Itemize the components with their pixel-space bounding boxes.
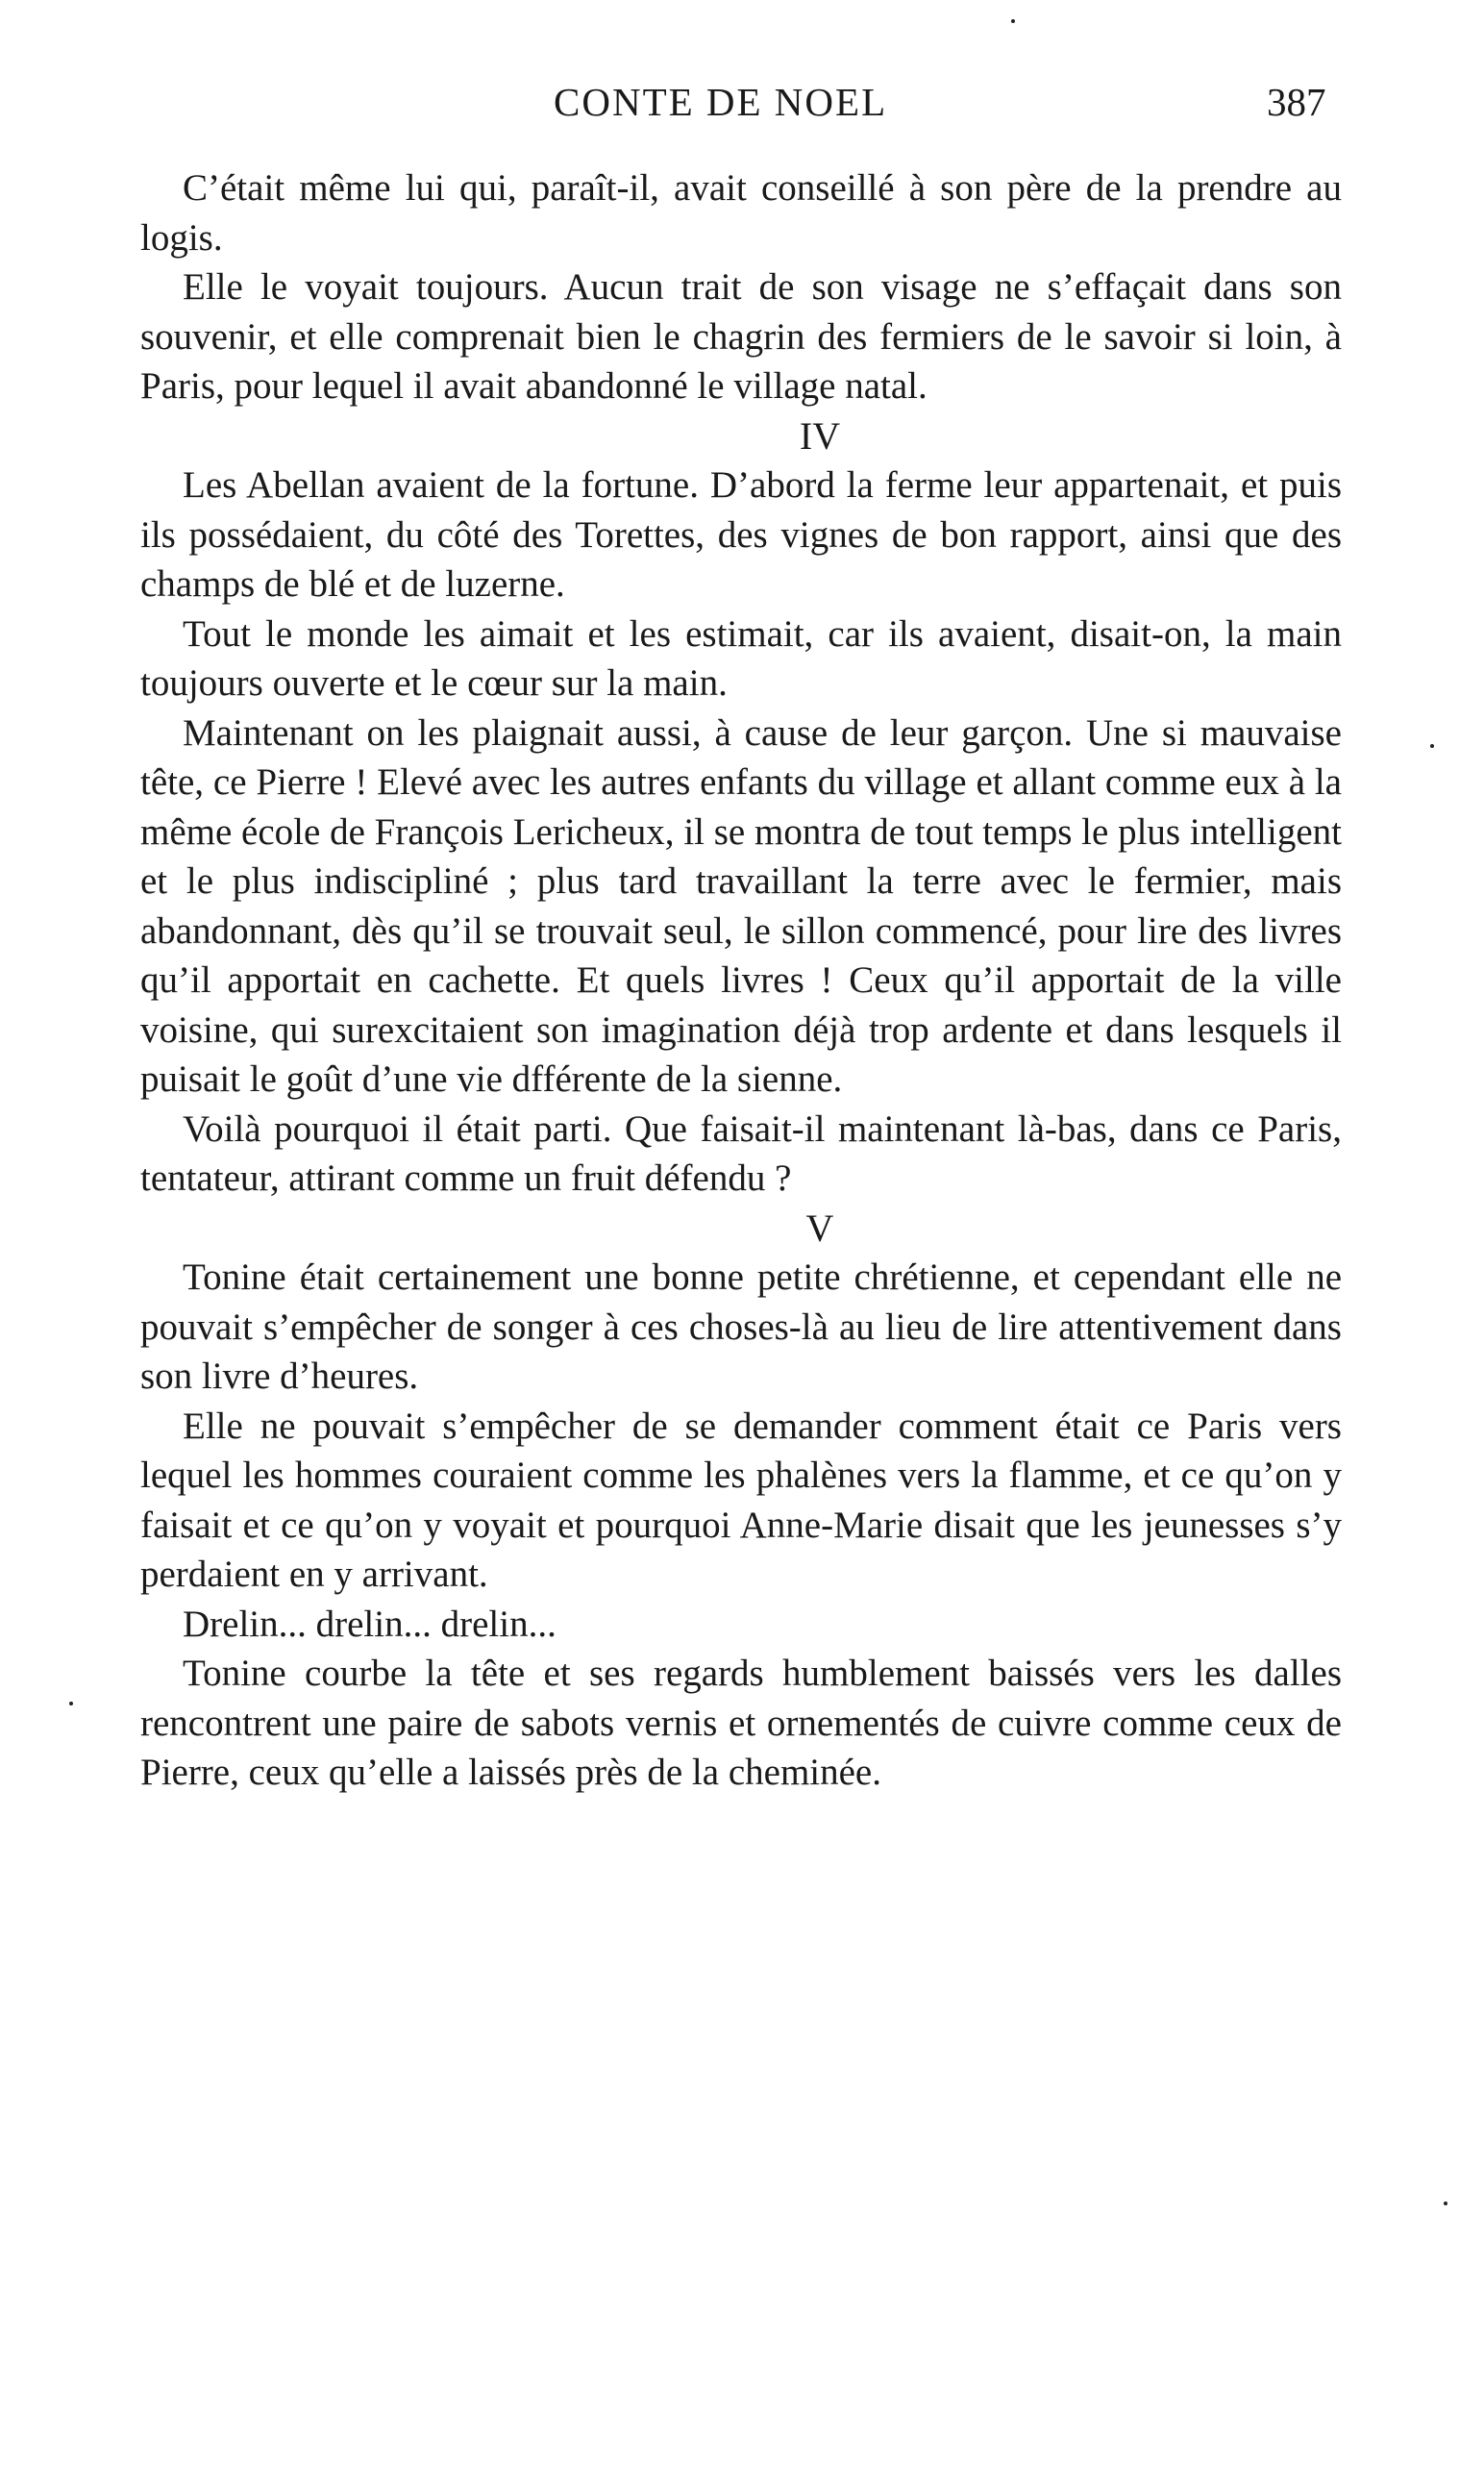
paragraph: Les Abellan avaient de la fortune. D’abord la ferme leur appartenait, et puis ils possédaient, du côté des Torettes, des vignes de bon rapport, ainsi que des champs de blé et de luzerne. (140, 464, 1342, 605)
section-heading-iv: IV (799, 413, 841, 458)
page-number: 387 (1267, 80, 1326, 124)
paragraph: Drelin... drelin... drelin... (183, 1603, 556, 1645)
paper-speck (69, 1702, 73, 1705)
paragraph: C’était même lui qui, paraît-il, avait conseillé à son père de la prendre au logis. (140, 167, 1342, 259)
paragraph: Elle ne pouvait s’empêcher de se demander comment était ce Paris vers lequel les hommes couraient comme les phalènes vers la flamme, et ce qu’on y faisait et ce qu’on y voyait et pourquoi Anne-Marie disait que les jeunesses s’y perdaient en y arrivant. (140, 1405, 1342, 1595)
paragraph: Maintenant on les plaignait aussi, à cause de leur garçon. Une si mauvaise tête, ce Pierre ! Elevé avec les autres enfants du village et allant comme eux à la même école de François Lericheux, il se montra de tout temps le plus intelligent et le plus indiscipliné ; plus tard travaillant la terre avec le fermier, mais abandonnant, dès qu’il se trouvait seul, le sillon commencé, pour lire des livres qu’il apportait en cachette. Et quels livres ! Ceux qu’il apportait de la ville voisine, qui surexcitaient son imagination déjà trop ardente et dans lesquels il puisait le goût d’une vie dfférente de la sienne. (140, 711, 1342, 1100)
paragraph: Voilà pourquoi il était parti. Que faisait-il maintenant là-bas, dans ce Paris, tentateur, attirant comme un fruit défendu ? (140, 1107, 1342, 1199)
paragraph: Tonine était certainement une bonne petite chrétienne, et cependant elle ne pouvait s’empêcher de songer à ces choses-là au lieu de lire attentivement dans son livre d’heures. (140, 1256, 1342, 1397)
section-heading-v: V (805, 1206, 834, 1250)
paper-speck (1444, 2202, 1447, 2205)
page-header (0, 79, 1484, 137)
paragraph: Elle le voyait toujours. Aucun trait de son visage ne s’effaçait dans son souvenir, et elle comprenait bien le chagrin des fermiers de le savoir si loin, à Paris, pour lequel il avait abandonné le village natal. (140, 266, 1342, 407)
running-title: CONTE DE NOEL (554, 80, 888, 124)
paragraph: Tonine courbe la tête et ses regards humblement baissés vers les dalles rencontrent une paire de sabots vernis et ornementés de cuivre comme ceux de Pierre, ceux qu’elle a laissés près de la cheminée. (140, 1653, 1342, 1793)
paper-speck (1430, 744, 1434, 748)
paper-speck (1011, 19, 1015, 23)
paragraph: Tout le monde les aimait et les estimait, car ils avaient, disait-on, la main toujours ouverte et le cœur sur la main. (140, 612, 1342, 704)
body-text (140, 163, 1342, 1798)
